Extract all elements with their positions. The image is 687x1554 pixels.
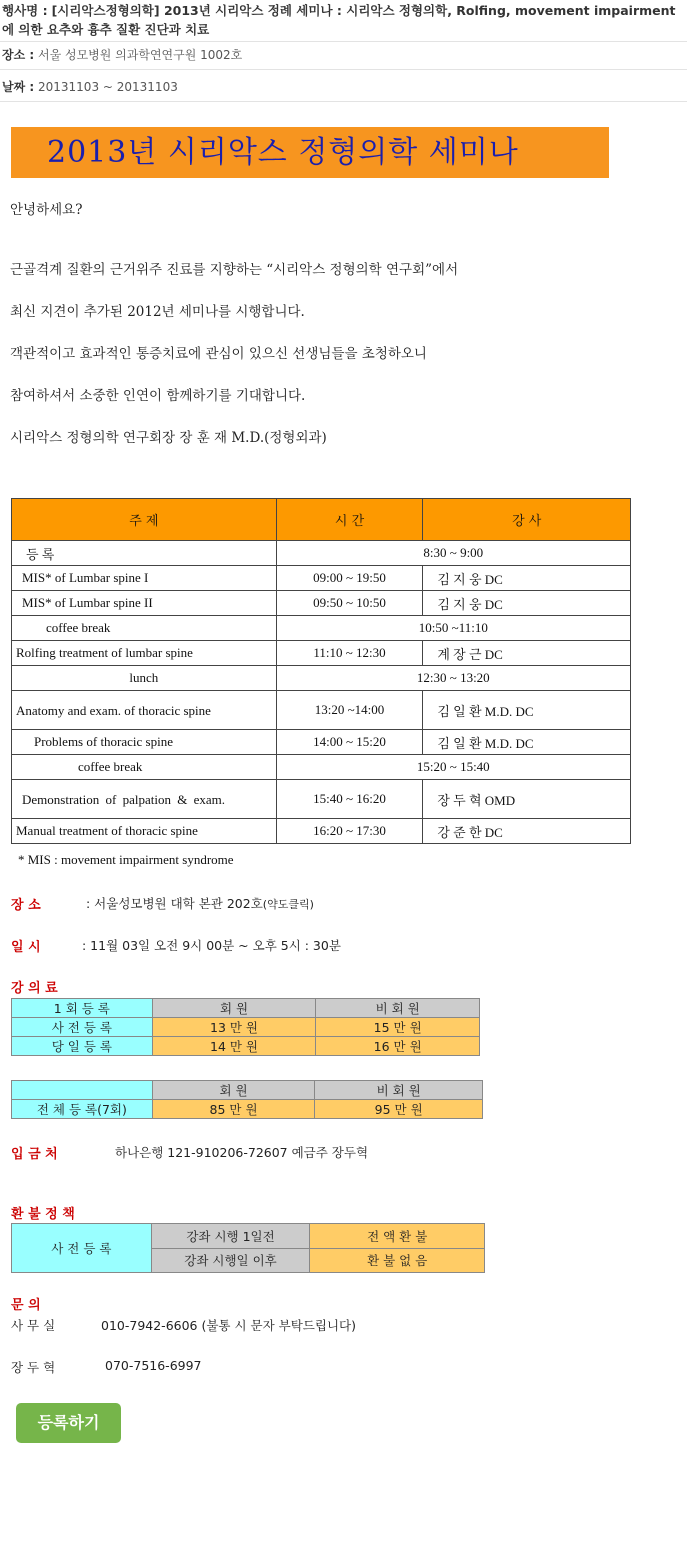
event-place-label: 장소 : <box>2 48 35 62</box>
fee-cell: 95 만 원 <box>315 1100 483 1119</box>
table-row <box>12 780 631 819</box>
speaker-cell: 김 일 환 M.D. DC <box>423 730 631 755</box>
contact-office-name: 사 무 실 <box>11 1318 56 1333</box>
topic-cell: coffee break <box>12 755 277 780</box>
time-cell: 8:30 ~ 9:00 <box>276 541 630 566</box>
fee-row-label: 전 체 등 록(7회) <box>12 1100 153 1119</box>
refund-category: 사 전 등 록 <box>12 1224 152 1273</box>
table-row <box>12 541 631 566</box>
greeting: 안녕하세요? <box>10 202 83 218</box>
table-row <box>12 819 631 844</box>
table-row <box>12 666 631 691</box>
contact-person-phone: 070-7516-6997 <box>105 1358 202 1373</box>
fee-cell: 14 만 원 <box>152 1037 316 1056</box>
table-row <box>12 616 631 641</box>
event-title-value: [시리악스정형의학] 2013년 시리악스 정례 세미나 : 시리악스 정형의학, Rolfing, movement impairment 에 의한 요추와 흉추 질환 진단과 치료 <box>2 3 676 37</box>
fee-row-label: 사 전 등 록 <box>12 1018 153 1037</box>
venue-text: : 서울성모병원 대학 본관 202호 <box>86 896 263 911</box>
intro-line-4: 참여하셔서 소중한 인연이 함께하기를 기대합니다. <box>10 388 306 404</box>
fee-header-cell: 비 회 원 <box>315 1081 483 1100</box>
header-topic: 주 제 <box>12 499 277 541</box>
deposit-label: 입 금 처 <box>11 1147 58 1162</box>
fee-row-label: 당 일 등 록 <box>12 1037 153 1056</box>
fee-cell: 15 만 원 <box>316 1018 480 1037</box>
topic-cell: Rolfing treatment of lumbar spine <box>12 641 277 666</box>
venue-label: 장 소 <box>11 898 41 913</box>
deposit-value: 하나은행 121-910206-72607 예금주 장두혁 <box>115 1145 369 1160</box>
speaker-cell: 강 준 한 DC <box>423 819 631 844</box>
table-row <box>12 1037 480 1056</box>
datetime-value: : 11월 03일 오전 9시 00분 ~ 오후 5시 : 30분 <box>82 938 341 953</box>
schedule-header-row <box>12 499 631 541</box>
topic-cell: 등 록 <box>12 541 277 566</box>
signature: 시리악스 정형의학 연구회장 장 훈 재 M.D.(정형외과) <box>10 430 327 446</box>
time-cell: 11:10 ~ 12:30 <box>276 641 423 666</box>
table-row <box>12 1018 480 1037</box>
seminar-banner: 2013년 시리악스 정형의학 세미나 <box>11 127 609 178</box>
table-row <box>12 1100 483 1119</box>
speaker-cell: 김 지 웅 DC <box>423 566 631 591</box>
venue-value <box>86 894 314 912</box>
intro-line-3: 객관적이고 효과적인 통증치료에 관심이 있으신 선생님들을 초청하오니 <box>10 346 427 362</box>
schedule-table <box>11 498 631 844</box>
event-title <box>0 0 687 42</box>
event-date-label: 날짜 : <box>2 80 35 94</box>
time-cell: 09:50 ~ 10:50 <box>276 591 423 616</box>
topic-cell: Demonstration of palpation & exam. <box>12 780 277 819</box>
time-cell: 15:20 ~ 15:40 <box>276 755 630 780</box>
refund-table <box>11 1223 485 1273</box>
intro-line-2: 최신 지견이 추가된 2012년 세미나를 시행합니다. <box>10 304 305 320</box>
event-date <box>0 70 687 102</box>
table-row <box>12 691 631 730</box>
refund-condition: 강좌 시행일 이후 <box>151 1248 310 1273</box>
topic-cell: MIS* of Lumbar spine II <box>12 591 277 616</box>
event-title-label: 행사명 : <box>2 3 48 18</box>
table-row <box>12 641 631 666</box>
table-row <box>12 566 631 591</box>
speaker-cell: 계 장 근 DC <box>423 641 631 666</box>
speaker-cell: 김 지 웅 DC <box>423 591 631 616</box>
intro-line-1: 근골격계 질환의 근거위주 진료를 지향하는 “시리악스 정형의학 연구회”에서 <box>10 262 459 278</box>
time-cell: 14:00 ~ 15:20 <box>276 730 423 755</box>
fee-cell: 85 만 원 <box>152 1100 315 1119</box>
table-row <box>12 999 480 1018</box>
table-row <box>12 1081 483 1100</box>
refund-label: 환 불 정 책 <box>11 1207 75 1222</box>
contact-office-phone: 010-7942-6606 (불통 시 문자 부탁드립니다) <box>101 1318 356 1333</box>
refund-policy: 환 불 없 음 <box>310 1248 485 1273</box>
table-row <box>12 730 631 755</box>
event-place <box>0 42 687 70</box>
fee-cell: 16 만 원 <box>316 1037 480 1056</box>
time-cell: 16:20 ~ 17:30 <box>276 819 423 844</box>
schedule-footnote: * MIS : movement impairment syndrome <box>18 852 234 867</box>
topic-cell: lunch <box>12 666 277 691</box>
fee-label: 강 의 료 <box>11 981 58 996</box>
topic-cell: coffee break <box>12 616 277 641</box>
fee-header-cell: 회 원 <box>152 999 316 1018</box>
time-cell: 09:00 ~ 19:50 <box>276 566 423 591</box>
table-row <box>12 755 631 780</box>
event-header <box>0 0 687 102</box>
time-cell: 13:20 ~14:00 <box>276 691 423 730</box>
speaker-cell: 장 두 혁 OMD <box>423 780 631 819</box>
fee-table-single <box>11 998 480 1056</box>
event-place-value: 서울 성모병원 의과학연연구원 1002호 <box>38 48 243 62</box>
fee-cell: 13 만 원 <box>152 1018 316 1037</box>
fee-header-cell: 회 원 <box>152 1081 315 1100</box>
table-row <box>12 591 631 616</box>
time-cell: 15:40 ~ 16:20 <box>276 780 423 819</box>
header-time: 시 간 <box>276 499 423 541</box>
topic-cell: MIS* of Lumbar spine I <box>12 566 277 591</box>
register-button[interactable]: 등록하기 <box>16 1403 121 1443</box>
speaker-cell: 김 일 환 M.D. DC <box>423 691 631 730</box>
datetime-label: 일 시 <box>11 940 41 955</box>
contact-person-name: 장 두 혁 <box>11 1360 56 1375</box>
event-date-value: 20131103 ~ 20131103 <box>38 80 178 94</box>
refund-policy: 전 액 환 불 <box>310 1224 485 1249</box>
fee-header-cell <box>12 1081 153 1100</box>
topic-cell: Anatomy and exam. of thoracic spine <box>12 691 277 730</box>
contact-label: 문 의 <box>11 1298 41 1313</box>
refund-condition: 강좌 시행 1일전 <box>151 1224 310 1249</box>
header-speaker: 강 사 <box>423 499 631 541</box>
fee-header-cell: 1 회 등 록 <box>12 999 153 1018</box>
fee-table-full <box>11 1080 483 1119</box>
table-row <box>12 1224 485 1249</box>
topic-cell: Problems of thoracic spine <box>12 730 277 755</box>
time-cell: 10:50 ~11:10 <box>276 616 630 641</box>
map-link[interactable]: (약도클릭) <box>262 898 314 911</box>
topic-cell: Manual treatment of thoracic spine <box>12 819 277 844</box>
fee-header-cell: 비 회 원 <box>316 999 480 1018</box>
time-cell: 12:30 ~ 13:20 <box>276 666 630 691</box>
